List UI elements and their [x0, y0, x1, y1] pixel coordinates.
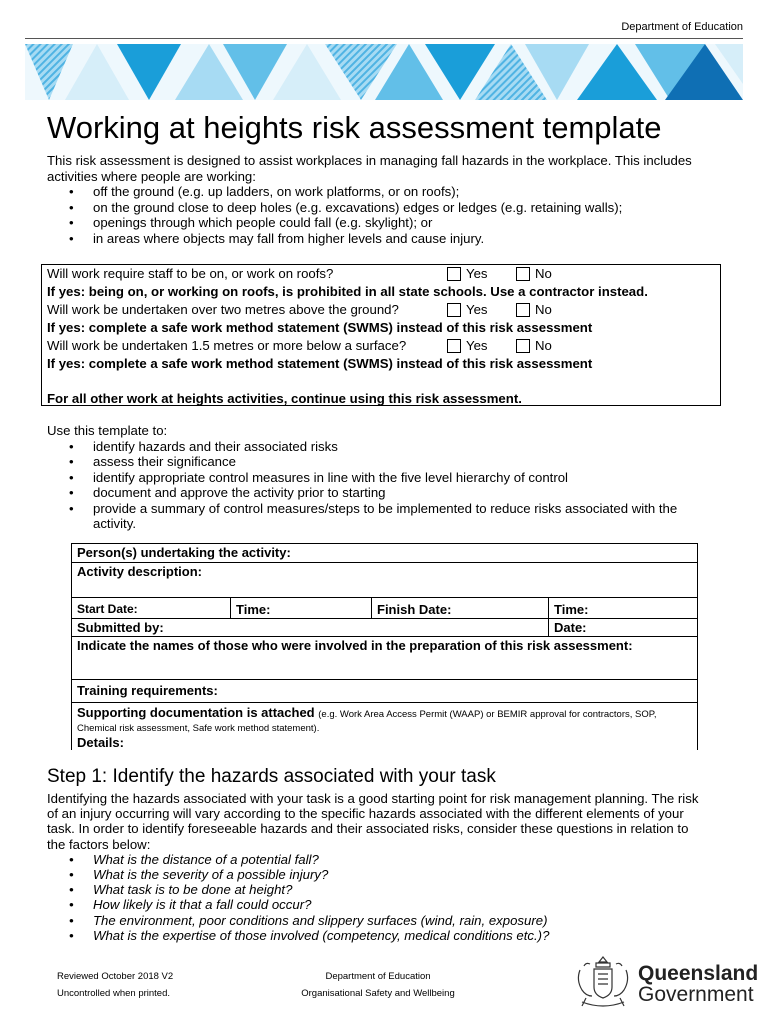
activity-table [71, 543, 698, 750]
footer-center [280, 968, 476, 1002]
question-row-below-surface [47, 337, 720, 355]
supporting-note: (e.g. Work Area Access Permit (WAAP) or BEMIR approval for contractors, SOP, Chemical risk assessment, Safe work method statement). [77, 709, 657, 734]
logo-line-2: Government [638, 983, 754, 1006]
supporting-label: Supporting documentation is attached [77, 705, 315, 720]
below-surface-yes-checkbox[interactable] [447, 339, 461, 353]
list-item: • document and approve the activity prior to starting [93, 485, 717, 501]
step1-heading: Step 1: Identify the hazards associated with your task [47, 766, 496, 787]
table-row [72, 680, 698, 703]
question-below-surface: Will work be undertaken 1.5 metres or more below a surface? [47, 337, 407, 353]
time-field[interactable]: Time: [231, 598, 372, 619]
header-banner [25, 44, 743, 100]
preparers-field[interactable]: Indicate the names of those who were involved in the preparation of this risk assessment: [72, 637, 698, 680]
two-metres-no-checkbox[interactable] [516, 303, 530, 317]
coat-of-arms-icon [574, 954, 632, 1010]
list-item: • identify hazards and their associated risks [93, 439, 717, 455]
start-date-field[interactable]: Start Date: [72, 598, 231, 619]
intro-bullets [47, 184, 727, 246]
roofs-no-checkbox[interactable] [516, 267, 530, 281]
table-row [72, 563, 698, 598]
time-field-2[interactable]: Time: [549, 598, 698, 619]
screening-questions-box [41, 264, 721, 406]
footer-uncontrolled: Uncontrolled when printed. [57, 988, 171, 999]
question-row-roofs [47, 265, 720, 283]
list-item: • provide a summary of control measures/steps to be implemented to reduce risks associated with the activity. [93, 501, 717, 532]
footer-reviewed: Reviewed October 2018 V2 [57, 971, 174, 982]
two-metres-yes-checkbox[interactable] [447, 303, 461, 317]
step1-text: Identifying the hazards associated with your task is a good starting point for risk management planning. The risk of an injury occurring will vary according to the specific hazards associated with the different elements of your task. In order to identify foreseeable hazards and their associated risks, consider these questions in relation to the factors below: [47, 791, 699, 852]
header-rule [25, 38, 743, 39]
activity-description-field[interactable]: Activity description: [72, 563, 698, 598]
intro-text: This risk assessment is designed to assist workplaces in managing fall hazards in the workplace. This includes activities where people are working: [47, 153, 692, 184]
queensland-government-logo [638, 963, 758, 1005]
spacer [47, 372, 720, 390]
yes-label: Yes [466, 266, 488, 281]
list-item: • What task is to be done at height? [93, 882, 707, 897]
question-row-two-metres [47, 301, 720, 319]
yes-label: Yes [466, 301, 488, 317]
below-surface-no-checkbox[interactable] [516, 339, 530, 353]
intro-section [47, 153, 727, 246]
list-item: • What is the distance of a potential fall? [93, 852, 707, 867]
list-item: • off the ground (e.g. up ladders, on work platforms, or on roofs); [93, 184, 727, 200]
table-row [72, 544, 698, 563]
date-field[interactable]: Date: [549, 619, 698, 637]
step1-questions [47, 852, 707, 943]
note-below-surface: If yes: complete a safe work method statement (SWMS) instead of this risk assessment [47, 355, 593, 371]
persons-field[interactable]: Person(s) undertaking the activity: [72, 544, 698, 563]
supporting-docs-field[interactable] [72, 703, 698, 751]
page-title: Working at heights risk assessment template [47, 110, 662, 145]
finish-date-field[interactable]: Finish Date: [372, 598, 549, 619]
note-two-metres: If yes: complete a safe work method statement (SWMS) instead of this risk assessment [47, 319, 593, 335]
list-item: • How likely is it that a fall could occur? [93, 897, 707, 912]
list-item: • identify appropriate control measures in line with the five level hierarchy of control [93, 470, 717, 486]
no-label: No [535, 337, 552, 353]
table-row [72, 619, 698, 637]
header-department: Department of Education [621, 21, 743, 33]
note-roofs: If yes: being on, or working on roofs, is prohibited in all state schools. Use a contractor instead. [47, 283, 648, 299]
closing-note: For all other work at heights activities, continue using this risk assessment. [47, 391, 522, 407]
use-bullets [47, 439, 717, 532]
table-row [72, 637, 698, 680]
details-label: Details: [77, 735, 124, 750]
list-item: • What is the expertise of those involved (competency, medical conditions etc.)? [93, 928, 707, 943]
footer-department: Department of Education [325, 971, 431, 982]
use-text: Use this template to: [47, 423, 168, 438]
footer-unit: Organisational Safety and Wellbeing [301, 988, 455, 999]
logo-line-1: Queensland [638, 962, 759, 985]
yes-label: Yes [466, 337, 488, 353]
footer-left [57, 968, 173, 1002]
table-row [72, 598, 698, 619]
list-item: • in areas where objects may fall from higher levels and cause injury. [93, 231, 727, 247]
no-label: No [535, 266, 552, 281]
roofs-yes-checkbox[interactable] [447, 267, 461, 281]
no-label: No [535, 301, 552, 317]
table-row [72, 703, 698, 751]
list-item: • openings through which people could fall (e.g. skylight); or [93, 215, 727, 231]
list-item: • on the ground close to deep holes (e.g. excavations) edges or ledges (e.g. retaining walls); [93, 200, 727, 216]
question-roofs: Will work require staff to be on, or work on roofs? [47, 266, 334, 281]
list-item: • assess their significance [93, 454, 717, 470]
question-two-metres: Will work be undertaken over two metres above the ground? [47, 301, 399, 317]
submitted-by-field[interactable]: Submitted by: [72, 619, 549, 637]
list-item: • The environment, poor conditions and slippery surfaces (wind, rain, exposure) [93, 913, 707, 928]
list-item: • What is the severity of a possible injury? [93, 867, 707, 882]
training-field[interactable]: Training requirements: [72, 680, 698, 703]
use-template-section [47, 423, 717, 532]
step1-body [47, 791, 707, 943]
